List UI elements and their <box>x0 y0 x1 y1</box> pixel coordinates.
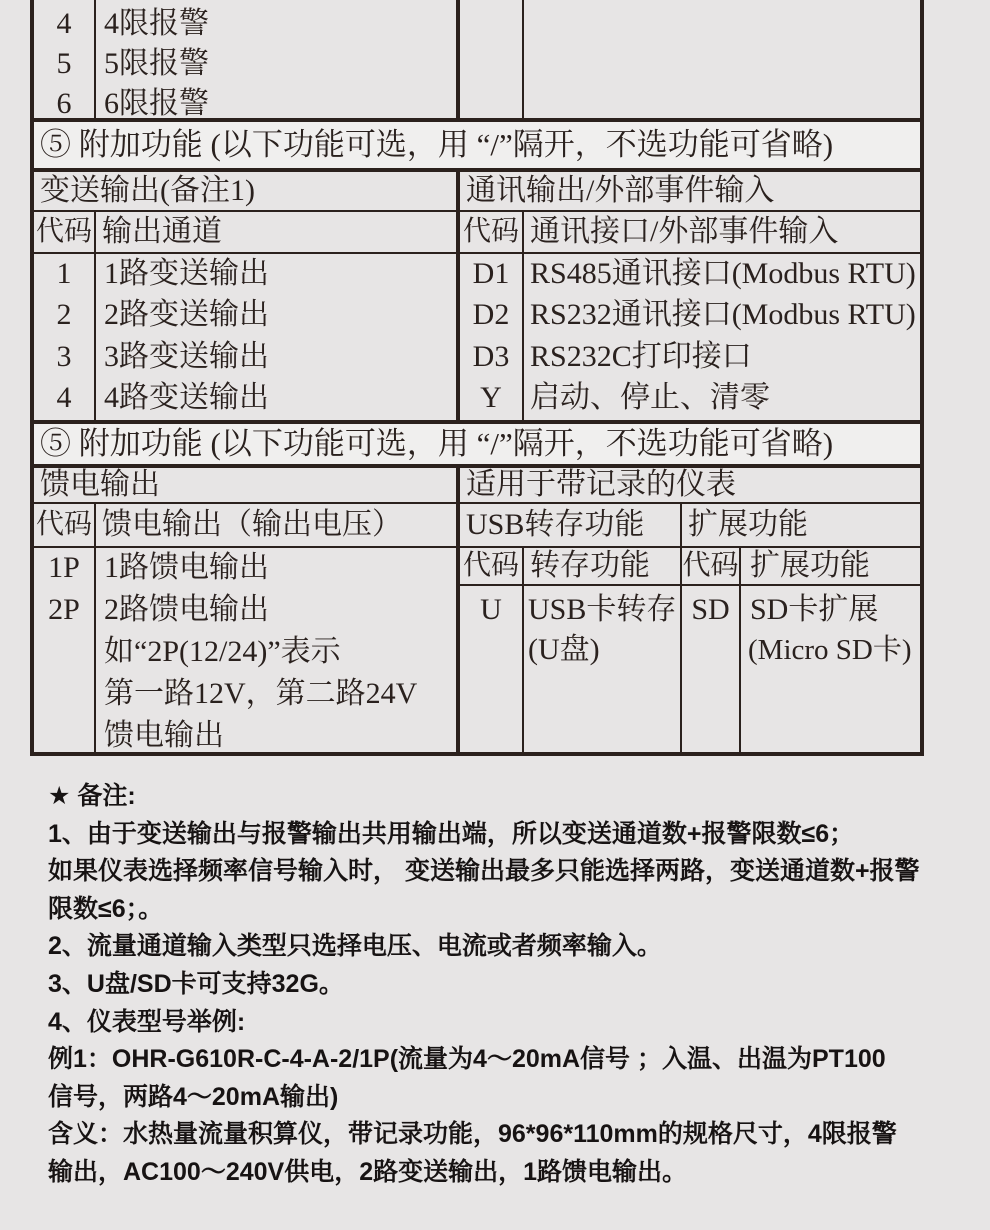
alarm-desc: 5限报警 <box>104 47 209 80</box>
transmission-row-code: 1 <box>56 257 72 290</box>
feed-row-desc: 2路馈电输出 <box>104 593 269 626</box>
recording-header: 适用于带记录的仪表 <box>466 468 736 501</box>
grid-line <box>739 546 741 752</box>
alarm-code: 4 <box>56 7 72 40</box>
comm-row-desc: RS485通讯接口(Modbus RTU) <box>530 257 916 290</box>
extension-function-header: 扩展功能 <box>688 508 808 541</box>
alarm-desc: 6限报警 <box>104 87 209 120</box>
note-line: 例1：OHR-G610R-C-4-A-2/1P(流量为4～20mA信号 ；入温、出温为PT100 <box>48 1045 886 1074</box>
comm-row-desc: RS232通讯接口(Modbus RTU) <box>530 298 916 331</box>
addon-function-band: ⑤ 附加功能 (以下功能可选，用 “/”隔开，不选功能可省略) <box>34 424 920 464</box>
note-line: 2、流量通道输入类型只选择电压、电流或者频率输入。 <box>48 932 662 961</box>
usb-function-header: USB转存功能 <box>466 508 645 541</box>
note-line: 信号，两路4～20mA输出) <box>48 1082 339 1111</box>
usb-row-desc: USB卡转存 <box>528 593 677 626</box>
column-header-extension: 扩展功能 <box>750 549 870 582</box>
alarm-desc: 4限报警 <box>104 7 209 40</box>
feed-row-desc: 如“2P(12/24)”表示 <box>104 635 341 668</box>
column-header-dump-function: 转存功能 <box>530 549 650 582</box>
note-line: 3、U盘/SD卡可支持32G。 <box>48 969 344 998</box>
table-outer-right-border <box>920 0 924 756</box>
grid-line <box>522 0 524 122</box>
transmission-row-code: 3 <box>56 340 72 373</box>
sd-row-desc: (Micro SD卡) <box>748 634 912 666</box>
column-header-comm-interface: 通讯接口/外部事件输入 <box>530 215 839 248</box>
note-line: 如果仪表选择频率信号输入时， 变送输出最多只能选择两路，变送通道数+报警 <box>48 857 920 886</box>
note-line: 输出，AC100～240V供电，2路变送输出，1路馈电输出。 <box>48 1157 688 1186</box>
comm-row-desc: RS232C打印接口 <box>530 340 752 373</box>
comm-row-code: Y <box>480 381 502 414</box>
addon-function-band: ⑤ 附加功能 (以下功能可选，用 “/”隔开，不选功能可省略) <box>34 122 920 168</box>
grid-line <box>522 546 524 752</box>
column-header-code: 代码 <box>35 509 92 540</box>
comm-row-code: D1 <box>472 257 510 290</box>
transmission-row-desc: 1路变送输出 <box>104 257 269 290</box>
sd-row-code: SD <box>691 593 730 626</box>
transmission-row-desc: 4路变送输出 <box>104 381 269 414</box>
grid-line <box>94 210 96 420</box>
note-line: 含义：水热量流量积算仪，带记录功能，96*96*110mm的规格尺寸，4限报警 <box>48 1120 897 1149</box>
transmission-row-code: 4 <box>56 381 72 414</box>
notes-block <box>48 778 958 1192</box>
column-header-code: 代码 <box>35 216 92 247</box>
feed-row-code: 2P <box>48 593 80 626</box>
grid-line <box>522 210 524 420</box>
transmission-header: 变送输出(备注1) <box>40 174 255 207</box>
feed-row-desc: 馈电输出 <box>104 719 224 752</box>
feed-row-code: 1P <box>48 551 80 584</box>
column-header-code: 代码 <box>462 550 519 581</box>
note-line: 4、仪表型号举例: <box>48 1007 246 1036</box>
column-header-feed-voltage: 馈电输出（输出电压） <box>102 508 402 541</box>
comm-row-code: D3 <box>472 340 510 373</box>
transmission-row-code: 2 <box>56 298 72 331</box>
note-line: 限数≤6；。 <box>48 894 164 923</box>
transmission-row-desc: 2路变送输出 <box>104 298 269 331</box>
column-header-output-channel: 输出通道 <box>102 215 222 248</box>
usb-row-desc: (U盘) <box>528 633 600 666</box>
feed-output-header: 馈电输出 <box>40 468 160 501</box>
transmission-row-desc: 3路变送输出 <box>104 340 269 373</box>
table-center-divider <box>456 0 460 122</box>
notes-title: ★ 备注: <box>48 782 136 810</box>
grid-line <box>94 0 96 122</box>
feed-row-desc: 第一路12V，第二路24V <box>104 677 418 710</box>
comm-row-desc: 启动、停止、清零 <box>530 381 770 414</box>
note-line: 1、由于变送输出与报警输出共用输出端，所以变送通道数+报警限数≤6； <box>48 819 855 848</box>
grid-line <box>94 502 96 752</box>
alarm-code: 5 <box>56 47 72 80</box>
feed-row-desc: 1路馈电输出 <box>104 551 269 584</box>
sd-row-desc: SD卡扩展 <box>750 593 879 626</box>
column-header-code: 代码 <box>462 216 519 247</box>
usb-row-code: U <box>480 593 502 626</box>
column-header-code: 代码 <box>682 550 739 581</box>
communication-header: 通讯输出/外部事件输入 <box>466 174 775 207</box>
alarm-code: 6 <box>56 87 72 120</box>
comm-row-code: D2 <box>472 298 510 331</box>
grid-line <box>456 584 924 586</box>
